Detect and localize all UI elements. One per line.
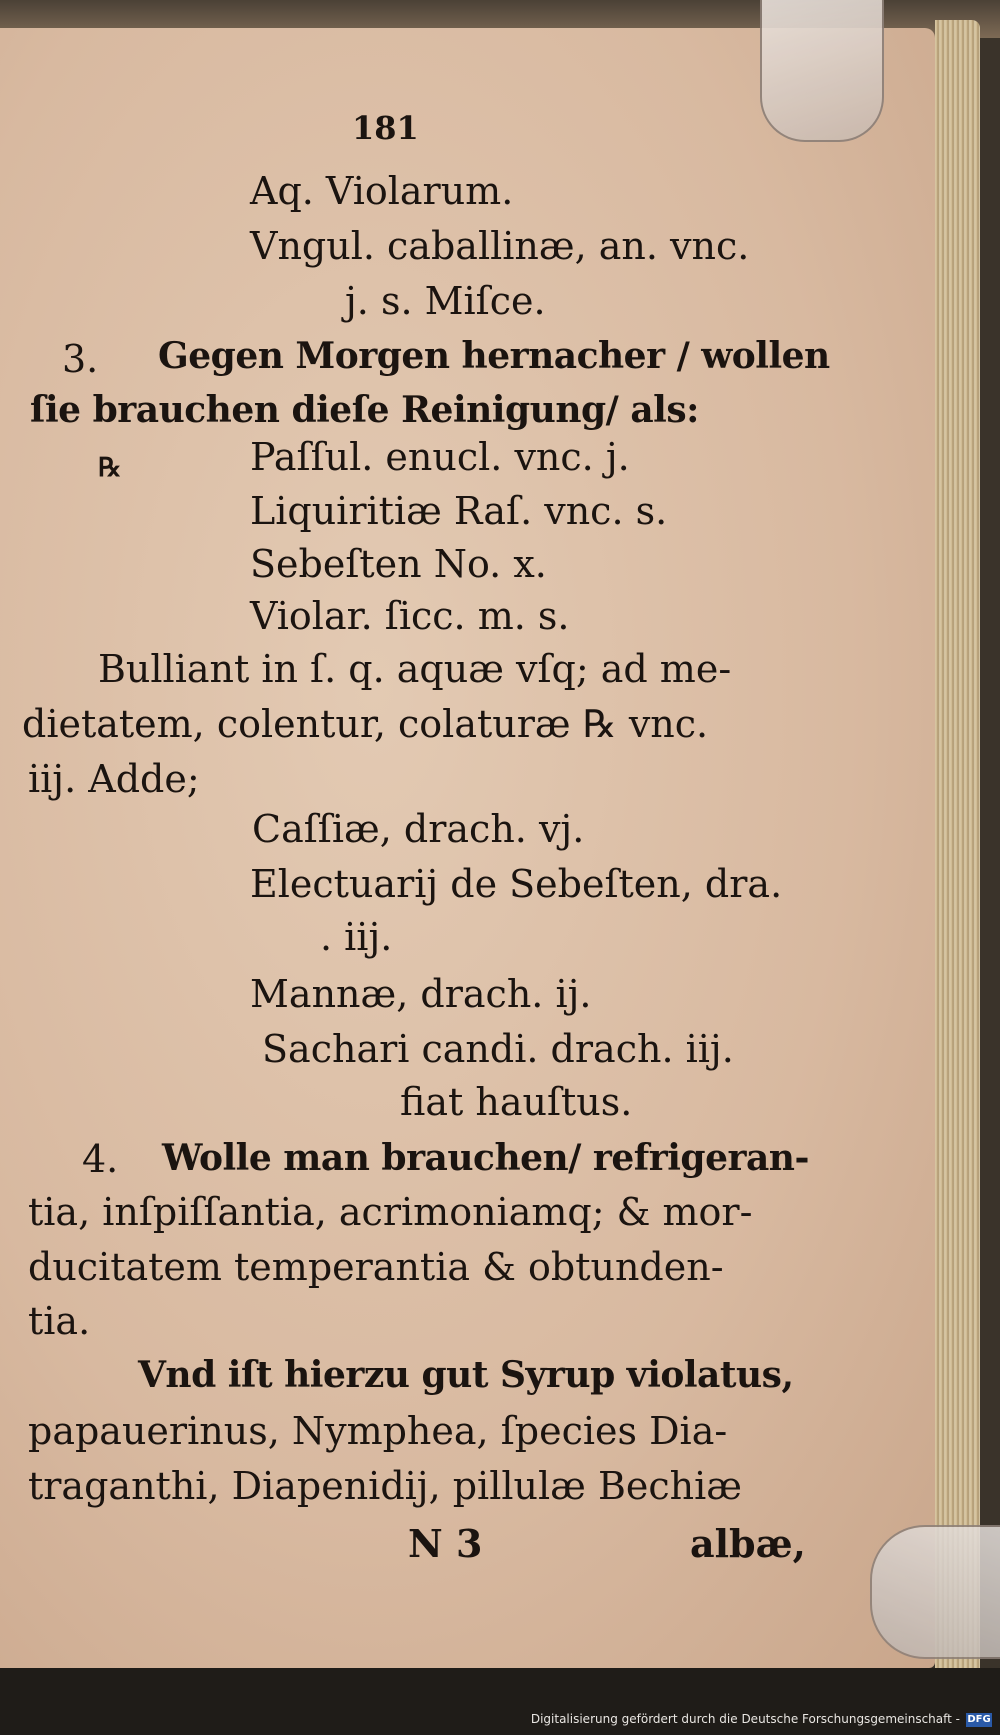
section-number-3: 3. (62, 337, 99, 381)
book-page-edges (935, 20, 980, 1680)
text-line-23: Vnd iſt hierzu gut Syrup violatus, (138, 1354, 794, 1396)
catchword: albæ, (690, 1521, 806, 1566)
text-line-6: Paſſul. enucl. vnc. j. (250, 435, 630, 479)
signature-mark: N 3 (408, 1521, 483, 1566)
text-line-13: Caſſiæ, drach. vj. (252, 807, 585, 851)
text-line-24: papauerinus, Nymphea, ſpecies Dia- (28, 1409, 728, 1453)
text-line-3: j. s. Miſce. (345, 279, 546, 323)
text-line-18: fiat hauſtus. (400, 1080, 633, 1124)
text-line-9: Violar. ſicc. m. s. (250, 594, 570, 638)
text-line-12: iij. Adde; (28, 757, 200, 801)
text-line-19: Wolle man brauchen/ refrigeran- (162, 1137, 809, 1179)
text-line-11: dietatem, colentur, colaturæ ℞ vnc. (22, 702, 709, 746)
page-clip-bottom-icon (870, 1525, 1000, 1659)
text-line-20: tia, inſpiſſantia, acrimoniamq; & mor- (28, 1190, 753, 1234)
text-line-7: Liquiritiæ Raſ. vnc. s. (250, 489, 668, 533)
text-line-5: ſie brauchen dieſe Reinigung/ als: (30, 389, 699, 431)
dfg-logo-icon: DFG (967, 1714, 991, 1725)
page-clip-top-icon (760, 0, 884, 142)
text-line-15: . iij. (320, 915, 393, 959)
text-line-14: Electuarij de Sebeſten, dra. (250, 862, 783, 906)
recipe-symbol: ℞ (98, 453, 122, 483)
text-line-21: ducitatem temperantia & obtunden- (28, 1245, 724, 1289)
text-line-17: Sachari candi. drach. iij. (262, 1027, 734, 1071)
text-line-16: Mannæ, drach. ij. (250, 972, 592, 1016)
text-line-10: Bulliant in ſ. q. aquæ vſq; ad me- (98, 647, 732, 691)
text-line-22: tia. (28, 1299, 91, 1343)
section-number-4: 4. (82, 1137, 119, 1181)
text-line-8: Sebeſten No. x. (250, 542, 547, 586)
text-line-25: traganthi, Diapenidij, pillulæ Bechiæ (28, 1464, 742, 1508)
text-line-2: Vngul. caballinæ, an. vnc. (250, 224, 750, 268)
footer-credit: Digitalisierung gefördert durch die Deutsche Forschungsgemeinschaft - (530, 1712, 960, 1726)
text-line-1: Aq. Violarum. (250, 169, 514, 213)
page-number: 181 (352, 109, 419, 147)
text-line-4: Gegen Morgen hernacher / wollen (158, 335, 830, 377)
